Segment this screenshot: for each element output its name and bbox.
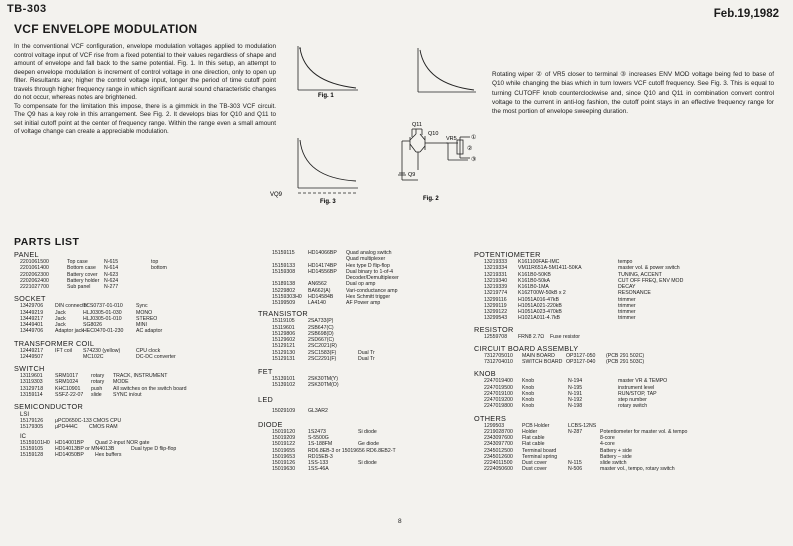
ic-row: 15189138 AN6562 Dual op amp: [272, 281, 376, 288]
ic-row: 15159128 HD14050BP Hex buffers: [20, 452, 122, 458]
socket-row: 13429706 DIN connector TCS0737-01-010 Sync: [20, 303, 148, 310]
fig2-label: Fig. 2: [423, 196, 439, 202]
ic-table: [20, 440, 249, 459]
circuit-board-row: 7312704010 SWITCH BOARD OP3127-040 (PCB 291 503C): [484, 359, 645, 365]
others-row: 2345012500 Terminal board Battery + side: [484, 447, 632, 454]
panel-row: 2221027700 Sub panel N-277: [20, 284, 119, 290]
transistor-row: 15119105 2SA733(P): [272, 318, 334, 325]
fig2-q10-label: Q10: [428, 131, 439, 137]
parts-column-1: [14, 250, 249, 458]
ic-row: 15229802 BA662(A) Vari-conductance amp: [272, 287, 398, 294]
potentiometer-heading: POTENTIOMETER: [474, 250, 541, 259]
panel-row: 2201061400 Bottom case N-614 bottom: [20, 265, 167, 272]
knob-row: 2247019200 Knob N-192 step number: [484, 397, 647, 403]
fet-row: 15139101 2SK30TM(Y): [272, 376, 338, 382]
socket-row: 13449401 Jack SG8026 MINI: [20, 322, 147, 328]
knob-row: 2247019500 Knob N-195 instrument level: [484, 384, 655, 391]
ic-row: 15159308 HD14556BP Dual binary to 1-of-4: [272, 268, 393, 275]
panel-row: 2202062400 Battery holder N-624: [20, 277, 119, 284]
switch-heading: SWITCH: [14, 364, 45, 373]
parts-column-3: [474, 250, 779, 473]
switch-row: 13129718 KHC10901 push All switches on the switch board: [20, 385, 187, 392]
panel-row: 2201061500 Top case N-615 top: [20, 259, 159, 265]
others-row: 1299503 PCB Holder LCBS-12NS: [484, 422, 597, 429]
diode-table: [272, 429, 408, 473]
led-heading: LED: [258, 394, 274, 404]
knob-row: 2247019100 Knob N-191 RUN/STOP, TAP: [484, 390, 657, 397]
fig2-q11-label: Q11: [412, 122, 422, 128]
vcf-section-title: VCF ENVELOPE MODULATION: [14, 22, 198, 36]
parts-list-title: PARTS LIST: [14, 236, 80, 248]
fig3-envelope-graph: [298, 138, 358, 193]
knob-row: 2247019400 Knob N-194 master VR & TEMPO: [484, 378, 668, 385]
potentiometer-row: 13219774 K162T00W-50kB x 2 RESONANCE: [484, 290, 651, 297]
coil-row: 12449217 IFT coil S74230 (yellow) CPU clock: [20, 347, 161, 354]
fig2-q9-label: Q9: [408, 172, 416, 178]
resistor-heading: RESISTOR: [474, 324, 514, 334]
parts-column-2: [258, 250, 408, 473]
coil-row: 12449507 MC102C DC-DC converter: [20, 353, 176, 360]
others-row: 2343097600 Flat cable 8-core: [484, 435, 615, 441]
ic-subheading: IC: [20, 433, 26, 440]
vcf-paragraph-2: To compensate for the limitation this impose, there is a gimmick in the TB-303 VCF circuit. The Q9 has a key role in this arrangement. See Fig. 2. It develops bias for Q10 and Q11 to set initial cutoff point at the center of frequency range. Within the range even a small amount of voltage change can create a appreciable modulation.: [14, 102, 276, 135]
diode-row: 15019120 1S2473 Si diode: [272, 428, 377, 435]
socket-heading: SOCKET: [14, 294, 46, 304]
document-date: Feb.19,1982: [713, 8, 779, 20]
diode-heading: DIODE: [258, 419, 283, 429]
fig1-envelope-graph: [298, 46, 358, 90]
knob-heading: KNOB: [474, 369, 496, 379]
circuit-board-row: 7312705010 MAIN BOARD OP3127-050 (PCB 291 502C): [484, 352, 645, 359]
potentiometer-row: 13299119 H1051A021-220kB trimmer: [484, 302, 636, 309]
potentiometer-table: [484, 259, 779, 322]
lsi-row: 15179305 μPD444C CMOS RAM: [20, 424, 118, 431]
semiconductor-heading: SEMICONDUCTOR: [14, 402, 84, 411]
lsi-row: 15179126 μPCD650C-133 CMOS CPU: [20, 418, 122, 424]
ic-row: Decoder/Demultiplexer: [346, 275, 399, 281]
transistor-row: 15129602 2SD667(C): [272, 337, 334, 343]
lsi-table: [20, 418, 249, 431]
coil-table: [20, 348, 249, 361]
ic-row: 15159115 HD14066BP Quad analog switch: [272, 250, 392, 256]
diode-row: 15019126 1SS-133 Si diode: [272, 460, 377, 466]
fet-heading: FET: [258, 367, 273, 376]
transistor-heading: TRANSISTOR: [258, 309, 308, 319]
ic-continued-table: [272, 250, 408, 306]
diode-row: 15019122 1S-188FM Ge diode: [272, 441, 380, 448]
panel-table: [20, 259, 249, 290]
led-table: [272, 408, 408, 414]
others-heading: OTHERS: [474, 413, 507, 423]
fet-table: [272, 376, 408, 389]
circuit-board-table: [484, 353, 779, 366]
socket-row: 13449219 Jack HLJ0305-01-030 MONO: [20, 309, 153, 316]
vcf-paragraph-3: Rotating wiper ② of VR5 closer to terminal ③ increases ENV MOD voltage being fed to base of Q10 while changing the bias which in turn lowers VCF cutoff frequency. See Fig. 3. This is equal to turning CUTOFF knob counterclockwise and, since Q10 and Q11 in combination convert control voltage to the current in anti-log fashion, the cutoff point stays in an effective frequency range for the most portion of envelope sweeping duration.: [492, 71, 774, 116]
transistor-row: 15129130 2SC1583(F) Dual Tr: [272, 349, 375, 356]
fig2-vr5-label: VR5: [446, 136, 457, 142]
ic-row: 15159105 HD14013BP or MN4013B Dual type D flip-flop: [20, 445, 177, 452]
potentiometer-row: 13219333 K161100FAE-IMC tempo: [484, 259, 633, 265]
switch-table: [20, 373, 249, 398]
switch-row: 13119601 SRM1017 rotary TRACK, INSTRUMENT: [20, 373, 168, 379]
led-row: 15029109 GL3AR2: [272, 407, 328, 414]
others-row: 2224011500 Dust cover N-115 slide switch: [484, 460, 627, 466]
fig2-terminal-3: ③: [471, 157, 477, 163]
socket-row: 13449217 Jack HLJ0305-01-010 STEREO: [20, 315, 158, 322]
knob-table: [484, 378, 779, 409]
potentiometer-row: 13219334 VM11R651A-5M1411-50KA master vol. & power switch: [484, 265, 680, 272]
ic-row: 15159303H0 HD14584B Hex Schmitt trigger: [272, 293, 391, 300]
resistor-row: 12559708 FRN8 2.7Ω Fuse resistor: [484, 333, 580, 340]
potentiometer-row: 13219340 K161B0-50kA CUT OFF FREQ, ENV MOD: [484, 277, 684, 284]
potentiometer-row: 13219331 K161B0-50KB TUNING, ACCENT: [484, 271, 662, 278]
ic-row: 15199509 LA4140 AF Power amp: [272, 300, 381, 306]
transistor-row: 15129131 2SC2291(F) Dual Tr: [272, 355, 375, 362]
fig3-label: Fig. 3: [320, 199, 336, 205]
page-number: 8: [398, 518, 402, 525]
others-table: [484, 423, 779, 473]
socket-row: 13449706 Adaptor jack HEC0470-01-230 AC adaptor: [20, 328, 163, 335]
ic-row: 15159101H0 HD14001BP Quad 2-input NOR gate: [20, 439, 150, 446]
diode-row: 15019209 S-5500G: [272, 435, 329, 441]
fig2-envelope-graph: [418, 48, 476, 92]
socket-table: [20, 303, 249, 334]
others-row: 2224050600 Dust cover N-506 master vol., tempo, rotary switch: [484, 466, 675, 473]
vcf-text-left: [14, 43, 276, 137]
potentiometer-row: 13219339 K161B0-1MA DECAY: [484, 284, 636, 290]
others-row: 2343097700 Flat cable 4-core: [484, 441, 615, 448]
diode-row: 15019655 RD6.8EB-3 or 15019656 RD6.8EB2-T: [272, 447, 396, 454]
fig1-label: Fig. 1: [318, 93, 334, 99]
ic-row: 15159133 HD14174BP Hex type D flip-flop: [272, 262, 390, 269]
transistor-row: 15129121 2SC2021(R): [272, 343, 337, 350]
potentiometer-row: 13299122 H1051A023-470kB trimmer: [484, 309, 636, 315]
potentiometer-row: 13299543 H1021A011-4.7kB trimmer: [484, 315, 636, 322]
vcf-figures: [270, 40, 490, 210]
potentiometer-row: 13299116 H1051A016-47kB trimmer: [484, 296, 636, 303]
fet-row: 15139102 2SK30TM(O): [272, 382, 339, 389]
model-name: TB-303: [7, 3, 47, 15]
transistor-row: 15119601 2SB647(C): [272, 324, 334, 331]
transistor-row: 15129806 2SB698(D): [272, 330, 334, 337]
diode-row: 15019653 RD15EB-3: [272, 453, 333, 460]
ic-row: Quad multiplexer: [346, 256, 386, 263]
diode-row: 15019630 1SS-46A: [272, 466, 329, 473]
others-row: 2345012600 Terminal spring Battery – side: [484, 453, 632, 460]
knob-row: 2247019800 Knob N-198 rotary switch: [484, 403, 648, 410]
transformer-coil-heading: TRANSFORMER COIL: [14, 338, 95, 348]
fig3-vq9-label: VQ9: [270, 192, 283, 198]
vcf-paragraph-1: In the conventional VCF configuration, envelope modulation voltages applied to modulation control voltage input of VCF rise from a fixed potential to their values regardless of shape and amount of envelope and fall back to the same potential. Fig. 1. In this setup, an attempt to deepen envelope modulation is increment of control voltage in one direction, only to open up filter. Resultants are; higher the control voltage input, longer the period of time cutoff point travels through higher frequency range in which significant aural sound characteristic changes do not occur, whereas notes are brightened.: [14, 43, 276, 101]
circuit-board-heading: CIRCUIT BOARD ASSEMBLY: [474, 343, 579, 353]
panel-heading: PANEL: [14, 250, 39, 259]
panel-row: 2202062300 Battery cover N-623: [20, 271, 119, 278]
lsi-subheading: LSI: [20, 412, 30, 418]
others-row: 2219028700 Holder N-287 Potentiometer for master vol. & tempo: [484, 428, 688, 435]
switch-row: 13159114 SSFZ-22-07 slide SYNC in/out: [20, 391, 142, 398]
fig2-terminal-2: ②: [467, 146, 473, 152]
resistor-table: [484, 334, 779, 340]
switch-row: 13119303 SRM1024 rotary MODE: [20, 379, 129, 386]
fig2-terminal-1: ①: [471, 135, 477, 141]
transistor-table: [272, 318, 408, 362]
